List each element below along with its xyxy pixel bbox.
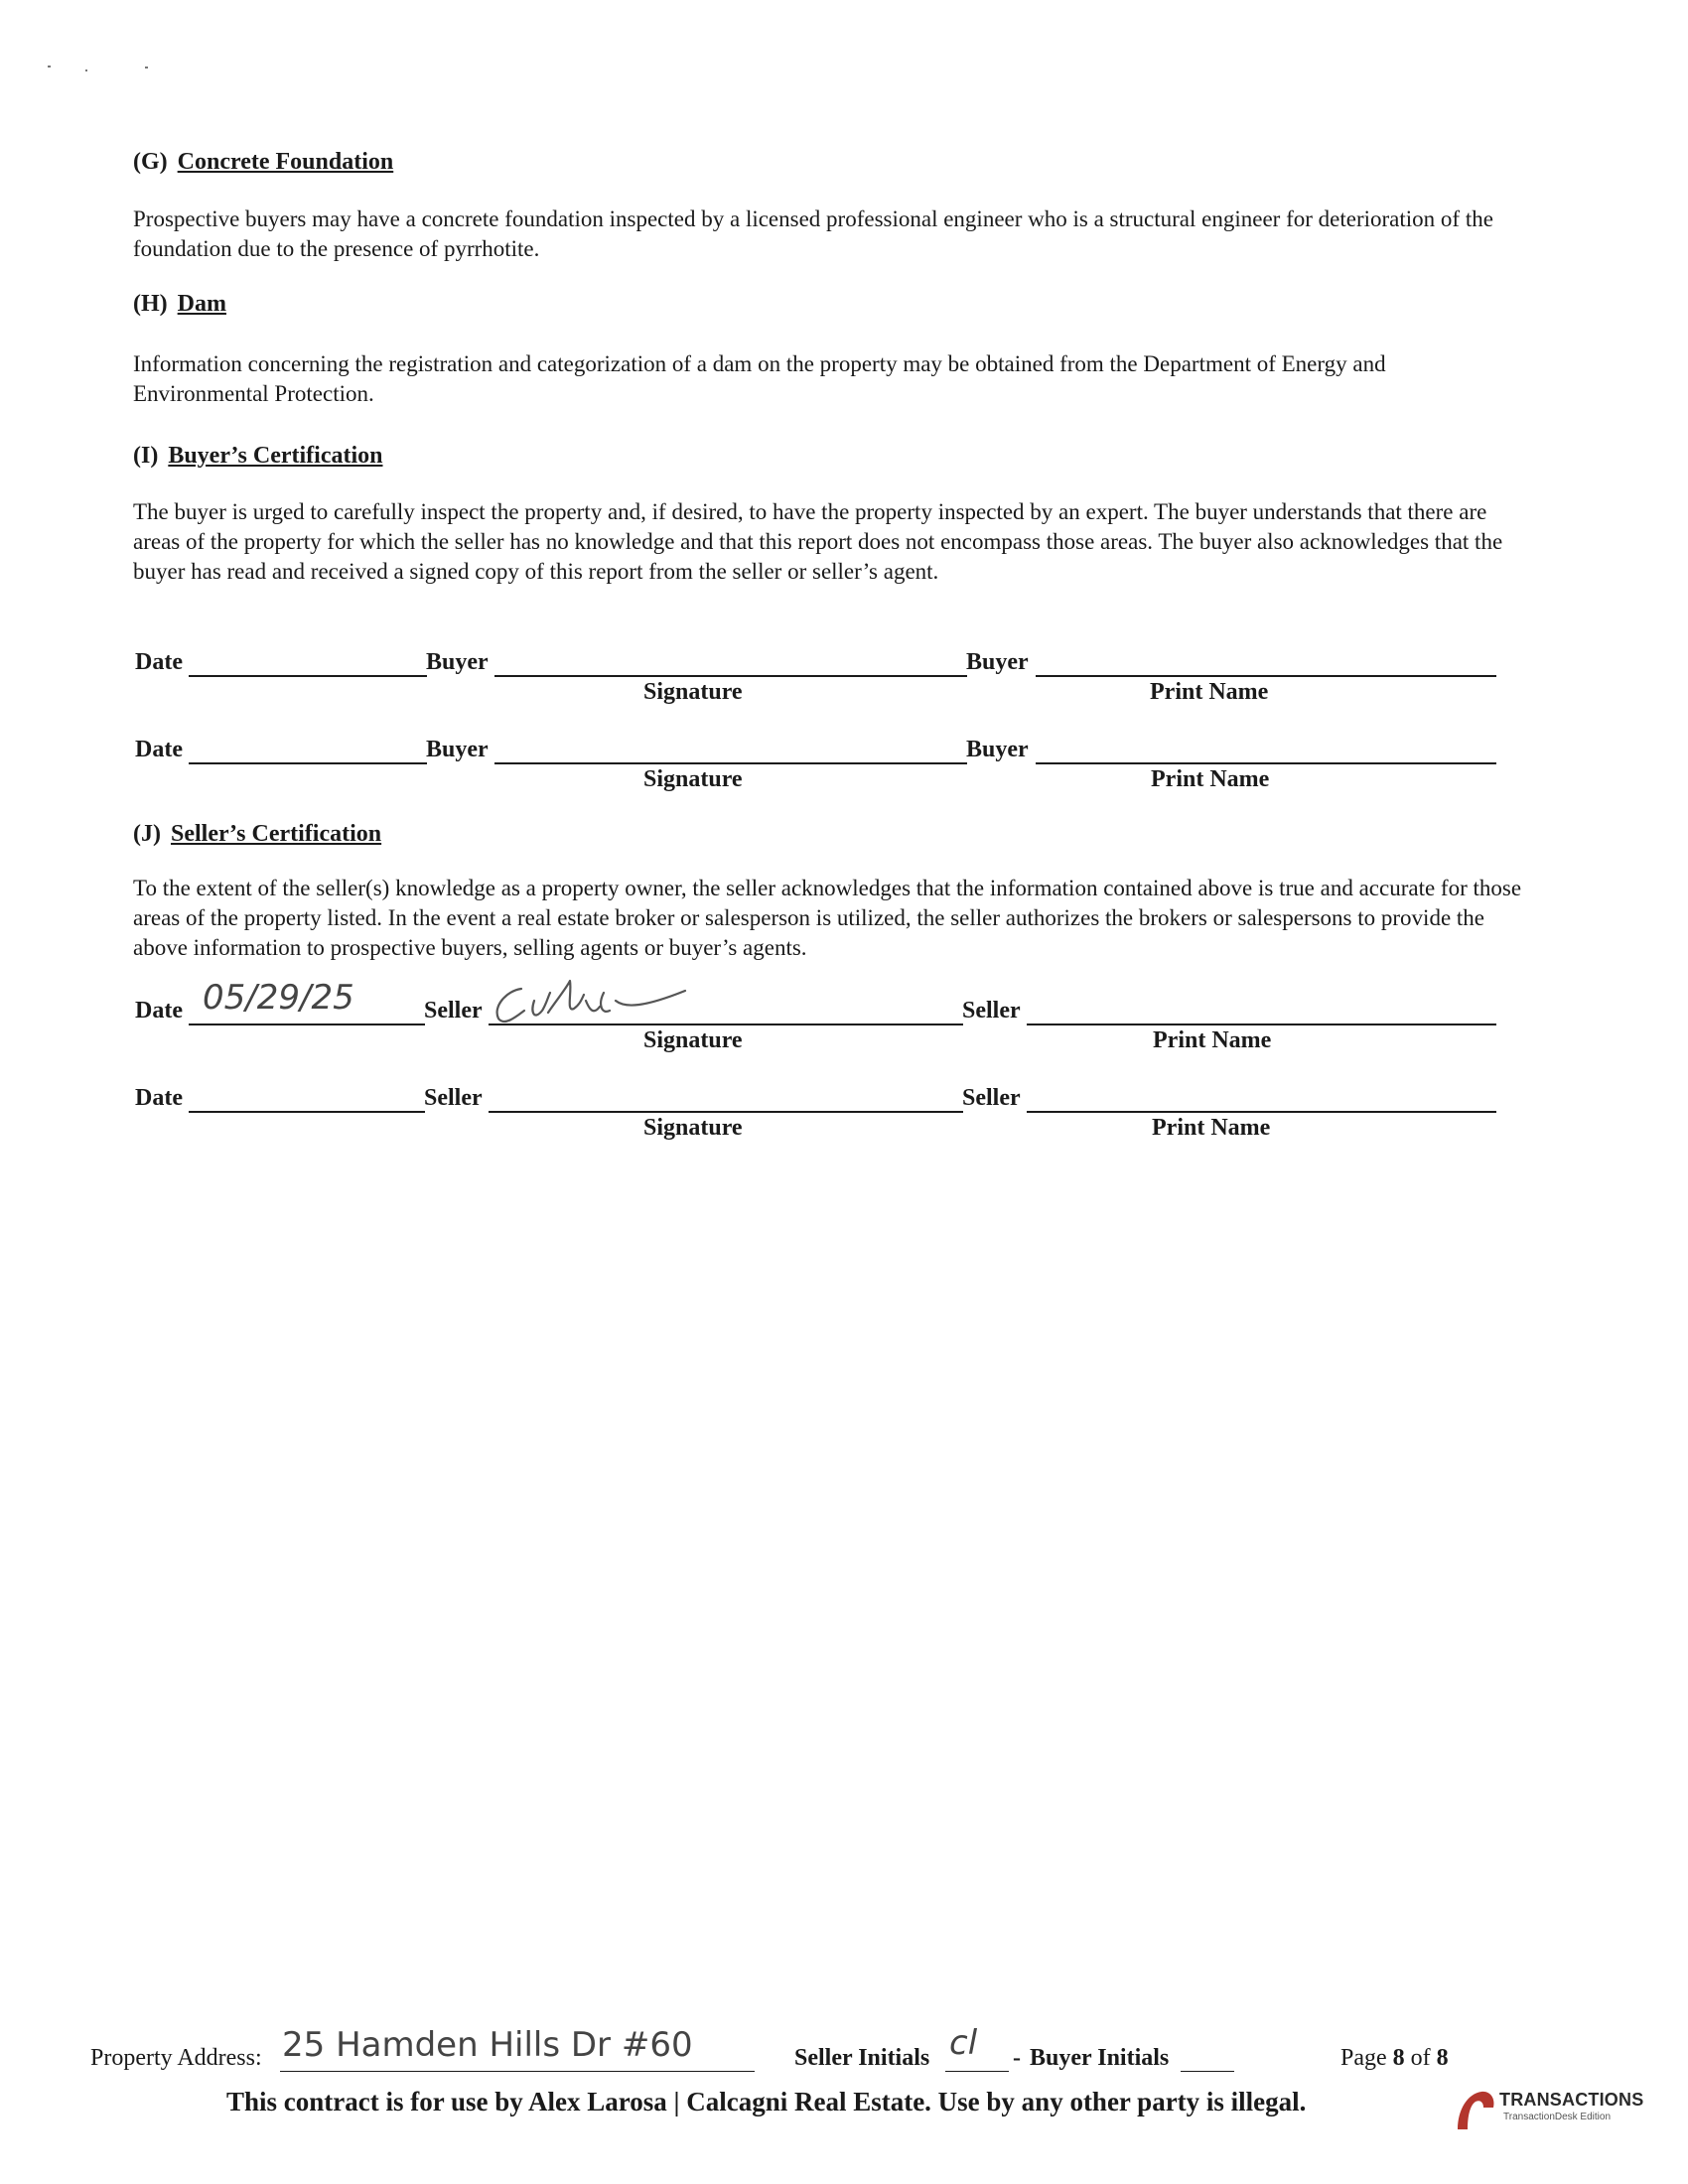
section-i-text: The buyer is urged to carefully inspect the property and, if desired, to have the property inspected by an expert. The buyer understands that there are areas of the property for which the seller has no knowledge and that this report does not encompass those areas. The buyer also acknowledges that the buyer has read and received a signed copy of this report from the seller or seller’s agent. (133, 499, 1503, 584)
print-name-caption: Print Name (1151, 766, 1270, 792)
property-address-field[interactable] (280, 2071, 755, 2072)
buyer-label: Buyer (966, 737, 1029, 762)
seller-label: Seller (424, 998, 483, 1024)
date-label: Date (135, 737, 183, 762)
signature-caption: Signature (643, 679, 743, 705)
section-j-text: To the extent of the seller(s) knowledge as a property owner, the seller acknowledges that the information contained above is true and accurate for those areas of the property listed. In the event a real estate broker or salesperson is utilized, the seller authorizes the brokers or salespersons to provide the above information to prospective buyers, selling agents or buyer’s agents. (133, 876, 1522, 960)
buyer-initials-label: Buyer Initials (1030, 2045, 1170, 2071)
page-number (1340, 2045, 1449, 2072)
handwritten-seller-date: 05/29/25 (203, 978, 354, 1018)
section-h-letter: (H) (133, 291, 168, 317)
buyer-label: Buyer (426, 737, 489, 762)
seller-signature-field-2[interactable] (489, 1111, 963, 1113)
page-of: of (1410, 2045, 1431, 2071)
handwritten-seller-initials: cl (949, 2023, 978, 2063)
page-prefix: Page (1340, 2045, 1387, 2071)
signature-caption: Signature (643, 766, 743, 792)
seller-print-name-field-2[interactable] (1027, 1111, 1496, 1113)
buyer-print-name-field-2[interactable] (1036, 762, 1496, 764)
transactions-logo-subtitle: TransactionDesk Edition (1503, 2112, 1612, 2122)
transactions-logo (1454, 2088, 1642, 2131)
buyer-signature-field-1[interactable] (494, 675, 967, 677)
seller-signature-scribble (487, 971, 735, 1030)
seller-label: Seller (962, 1085, 1021, 1111)
date-label: Date (135, 998, 183, 1024)
buyer-initials-field[interactable] (1181, 2071, 1234, 2072)
scan-speck (85, 69, 87, 71)
section-j-heading (133, 821, 381, 848)
section-g-title: Concrete Foundation (177, 149, 394, 175)
section-h-text: Information concerning the registration and categorization of a dam on the property may be obtained from the Department of Energy and Environmental Protection. (133, 351, 1386, 406)
property-address-label: Property Address: (90, 2045, 262, 2071)
seller-label: Seller (962, 998, 1021, 1024)
section-g-heading (133, 149, 393, 176)
section-i-title: Buyer’s Certification (168, 443, 383, 469)
buyer-label: Buyer (966, 649, 1029, 675)
scan-speck (145, 67, 148, 68)
date-label: Date (135, 1085, 183, 1111)
signature-caption: Signature (643, 1027, 743, 1053)
transactions-logo-title: TRANSACTIONS (1499, 2090, 1644, 2110)
buyer-date-field-2[interactable] (189, 762, 427, 764)
buyer-signature-field-2[interactable] (494, 762, 967, 764)
page-total: 8 (1436, 2045, 1449, 2071)
seller-initials-label: Seller Initials (794, 2045, 930, 2071)
section-i-heading (133, 443, 382, 470)
seller-date-field-2[interactable] (189, 1111, 425, 1113)
buyer-date-field-1[interactable] (189, 675, 427, 677)
signature-caption: Signature (643, 1115, 743, 1141)
print-name-caption: Print Name (1152, 1115, 1271, 1141)
usage-notice: This contract is for use by Alex Larosa | Calcagni Real Estate. Use by any other party is illegal. (226, 2087, 1307, 2116)
handwritten-property-address: 25 Hamden Hills Dr #60 (282, 2025, 693, 2065)
section-g-text: Prospective buyers may have a concrete foundation inspected by a licensed professional engineer who is a structural engineer for deterioration of the foundation due to the presence of pyrrhotite. (133, 206, 1493, 261)
initials-separator: - (1013, 2045, 1021, 2071)
scan-speck (48, 66, 51, 68)
seller-label: Seller (424, 1085, 483, 1111)
buyer-print-name-field-1[interactable] (1036, 675, 1496, 677)
section-i-letter: (I) (133, 443, 159, 469)
seller-print-name-field-1[interactable] (1027, 1024, 1496, 1025)
date-label: Date (135, 649, 183, 675)
transactions-logo-icon (1454, 2088, 1497, 2131)
section-j-title: Seller’s Certification (170, 821, 382, 847)
section-j-letter: (J) (133, 821, 161, 847)
section-h-title: Dam (177, 291, 226, 317)
seller-initials-field[interactable] (945, 2071, 1009, 2072)
seller-date-field-1[interactable] (189, 1024, 425, 1025)
section-g-letter: (G) (133, 149, 168, 175)
section-h-heading (133, 291, 226, 318)
print-name-caption: Print Name (1150, 679, 1269, 705)
page-current: 8 (1392, 2045, 1405, 2071)
buyer-label: Buyer (426, 649, 489, 675)
print-name-caption: Print Name (1153, 1027, 1272, 1053)
